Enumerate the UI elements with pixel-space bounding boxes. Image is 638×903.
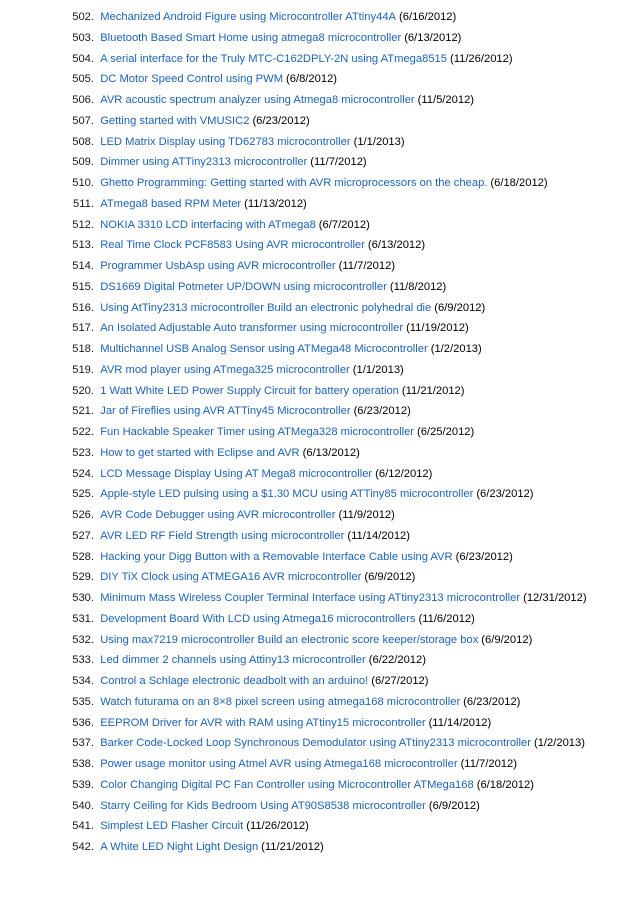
entry-date: (6/18/2012) [490, 177, 548, 189]
entry-number: 529. [72, 571, 94, 584]
list-item [62, 796, 634, 817]
entry-title-link[interactable]: Using max7219 microcontroller Build an electronic score keeper/storage box [100, 633, 479, 646]
list-item [62, 837, 634, 858]
entry-title-link[interactable]: Led dimmer 2 channels using Attiny13 microcontroller [100, 654, 366, 667]
entry-number: 510. [72, 177, 94, 189]
entry-title-link[interactable]: Dimmer using ATTiny2313 microcontroller [100, 156, 308, 169]
entry-title-link[interactable]: Starry Ceiling for Kids Bedroom Using AT90S8538 microcontroller [100, 799, 426, 812]
entry-number: 512. [72, 218, 94, 231]
list-item [62, 277, 634, 298]
list-item [62, 90, 634, 111]
entry-title-link[interactable]: Multichannel USB Analog Sensor using ATMega48 Microcontroller [100, 343, 428, 355]
entry-title-link[interactable]: AVR Code Debugger using AVR microcontroller [100, 509, 336, 521]
entry-number: 517. [72, 322, 94, 335]
entry-title-link[interactable]: A White LED Night Light Design [100, 841, 259, 853]
entry-date: (6/23/2012) [455, 550, 513, 563]
list-item [62, 360, 634, 381]
entry-number: 536. [72, 716, 94, 729]
list-item [62, 588, 634, 609]
entry-date: (11/19/2012) [406, 322, 469, 335]
entry-title-link[interactable]: How to get started with Eclipse and AVR [100, 446, 300, 459]
entry-number: 528. [72, 550, 94, 563]
entry-number: 513. [72, 239, 94, 252]
entry-date: (6/16/2012) [399, 11, 457, 23]
entry-number: 538. [72, 758, 94, 770]
entry-title-link[interactable]: AVR acoustic spectrum analyzer using Atmega8 microcontroller [100, 94, 415, 106]
entry-title-link[interactable]: LED Matrix Display using TD62783 microcontroller [100, 135, 351, 148]
entry-number: 511. [73, 197, 94, 210]
entry-date: (6/23/2012) [353, 405, 411, 418]
entry-date: (6/13/2012) [302, 446, 360, 459]
entry-date: (6/18/2012) [476, 778, 534, 791]
entry-title-link[interactable]: NOKIA 3310 LCD interfacing with ATmega8 [100, 218, 316, 231]
entry-number: 508. [72, 135, 94, 148]
list-item [62, 49, 634, 70]
entry-number: 531. [72, 612, 94, 625]
list-item [62, 713, 634, 734]
entry-date: (6/23/2012) [252, 114, 310, 127]
entry-number: 540. [72, 799, 94, 812]
entry-number: 514. [72, 260, 94, 272]
entry-title-link[interactable]: Real Time Clock PCF8583 Using AVR microcontroller [100, 239, 365, 252]
list-item [62, 69, 634, 90]
list-item [62, 401, 634, 422]
entry-date: (6/8/2012) [286, 73, 338, 86]
entry-number: 521. [72, 405, 94, 418]
entry-title-link[interactable]: 1 Watt White LED Power Supply Circuit for battery operation [100, 384, 399, 397]
entry-date: (6/22/2012) [368, 654, 426, 667]
list-item [62, 464, 634, 485]
entry-date: (6/9/2012) [481, 633, 533, 646]
entry-title-link[interactable]: An Isolated Adjustable Auto transformer using microcontroller [100, 322, 404, 335]
entry-date: (11/21/2012) [401, 384, 465, 397]
list-item [62, 298, 634, 319]
entry-number: 524. [72, 467, 94, 480]
entry-date: (6/9/2012) [428, 799, 480, 812]
entry-date: (6/9/2012) [364, 571, 416, 584]
list-item [62, 609, 634, 630]
entry-number: 506. [72, 94, 94, 106]
entry-title-link[interactable]: Barker Code-Locked Loop Synchronous Demodulator using ATtiny2313 microcontroller [100, 737, 531, 750]
list-item [62, 650, 634, 671]
entry-list [62, 7, 634, 858]
entry-title-link[interactable]: Ghetto Programming: Getting started with AVR microprocessors on the cheap. [100, 177, 488, 189]
entry-number: 509. [72, 156, 94, 169]
list-item [62, 754, 634, 775]
entry-date: (11/7/2012) [338, 260, 396, 272]
entry-date: (1/2/2013) [430, 343, 482, 355]
entry-date: (1/2/2013) [533, 737, 585, 750]
entry-date: (6/13/2012) [367, 239, 426, 252]
list-item [62, 7, 634, 28]
list-item [62, 132, 634, 153]
entry-number: 532. [72, 633, 94, 646]
entry-number: 542. [72, 841, 94, 853]
list-item [62, 484, 634, 505]
entry-number: 523. [72, 446, 94, 459]
entry-number: 534. [72, 675, 94, 687]
entry-date: (12/31/2012) [523, 592, 587, 604]
entry-number: 526. [72, 509, 94, 521]
entry-title-link[interactable]: Power usage monitor using Atmel AVR using Atmega168 microcontroller [100, 758, 458, 770]
list-item [62, 152, 634, 173]
entry-title-link[interactable]: Programmer UsbAsp using AVR microcontroller [100, 260, 336, 272]
list-item [62, 547, 634, 568]
entry-number: 507. [72, 114, 94, 127]
entry-date: (11/26/2012) [449, 52, 513, 65]
entry-number: 515. [72, 280, 94, 293]
entry-title-link[interactable]: Fun Hackable Speaker Timer using ATMega328 microcontroller [100, 426, 415, 438]
entry-date: (6/9/2012) [434, 301, 486, 314]
entry-date: (11/7/2012) [310, 156, 367, 169]
entry-number: 502. [72, 11, 94, 23]
entry-date: (11/21/2012) [261, 841, 324, 853]
entry-title-link[interactable]: EEPROM Driver for AVR with RAM using ATtiny15 microcontroller [100, 716, 426, 729]
entry-number: 504. [72, 52, 94, 65]
list-item [62, 775, 634, 796]
entry-number: 516. [72, 301, 94, 314]
entry-date: (11/5/2012) [417, 94, 475, 106]
list-item [62, 422, 634, 443]
list-item [62, 235, 634, 256]
list-item [62, 318, 634, 339]
entry-date: (6/23/2012) [476, 488, 534, 501]
entry-title-link[interactable]: DC Motor Speed Control using PWM [100, 73, 284, 86]
list-item [62, 505, 634, 526]
list-item [62, 692, 634, 713]
entry-number: 527. [72, 529, 94, 542]
entry-number: 539. [72, 778, 94, 791]
entry-number: 541. [72, 820, 94, 833]
entry-number: 519. [72, 363, 94, 376]
entry-number: 537. [72, 737, 94, 750]
entry-date: (6/27/2012) [371, 675, 429, 687]
entry-number: 533. [72, 654, 94, 667]
entry-title-link[interactable]: DS1669 Digital Potmeter UP/DOWN using microcontroller [100, 280, 387, 293]
entry-title-link[interactable]: Jar of Fireflies using AVR ATTiny45 Microcontroller [100, 405, 351, 418]
entry-number: 503. [72, 31, 94, 44]
list-item [62, 567, 634, 588]
entry-title-link[interactable]: ATmega8 based RPM Meter [100, 197, 242, 210]
entry-date: (6/25/2012) [417, 426, 475, 438]
list-item [62, 28, 634, 49]
list-item [62, 526, 634, 547]
list-item [62, 630, 634, 651]
entry-date: (6/12/2012) [375, 467, 433, 480]
entry-date: (11/14/2012) [347, 529, 410, 542]
entry-title-link[interactable]: Hacking your Digg Button with a Removable Interface Cable using AVR [100, 550, 453, 563]
entry-date: (11/14/2012) [428, 716, 492, 729]
entry-title-link[interactable]: AVR LED RF Field Strength using microcontroller [100, 529, 345, 542]
entry-date: (1/1/2013) [353, 135, 405, 148]
list-item [62, 256, 634, 277]
entry-number: 505. [72, 73, 94, 86]
list-item [62, 443, 634, 464]
entry-date: (6/23/2012) [463, 695, 521, 708]
entry-date: (1/1/2013) [352, 363, 404, 376]
entry-date: (11/26/2012) [246, 820, 309, 833]
entry-title-link[interactable]: Watch futurama on an 8×8 pixel screen using atmega168 microcontroller [100, 695, 461, 708]
list-item [62, 381, 634, 402]
entry-date: (11/9/2012) [338, 509, 395, 521]
entry-title-link[interactable]: AVR mod player using ATmega325 microcontroller [100, 363, 350, 376]
entry-title-link[interactable]: Mechanized Android Figure using Microcontroller ATtiny44A [100, 11, 397, 23]
entry-date: (11/7/2012) [460, 758, 517, 770]
list-item [62, 215, 634, 236]
entry-number: 525. [72, 488, 94, 501]
entry-title-link[interactable]: LCD Message Display Using AT Mega8 microcontroller [100, 467, 373, 480]
entry-title-link[interactable]: Bluetooth Based Smart Home using atmega8 microcontroller [100, 31, 402, 44]
entry-title-link[interactable]: DIY TiX Clock using ATMEGA16 AVR microcontroller [100, 571, 362, 584]
entry-title-link[interactable]: Minimum Mass Wireless Coupler Terminal Interface using ATtiny2313 microcontroller [100, 592, 521, 604]
entry-title-link[interactable]: Color Changing Digital PC Fan Controller using Microcontroller ATMega168 [100, 778, 474, 791]
entry-number: 535. [72, 695, 94, 708]
entry-title-link[interactable]: Getting started with VMUSIC2 [100, 114, 250, 127]
entry-title-link[interactable]: A serial interface for the Truly MTC-C162DPLY-2N using ATmega8515 [100, 52, 447, 65]
entry-title-link[interactable]: Simplest LED Flasher Circuit [100, 820, 244, 833]
entry-date: (6/7/2012) [318, 218, 370, 231]
entry-date: (11/6/2012) [418, 612, 475, 625]
entry-number: 522. [72, 426, 94, 438]
entry-number: 530. [72, 592, 94, 604]
entry-number: 518. [72, 343, 94, 355]
entry-number: 520. [72, 384, 94, 397]
list-item [62, 111, 634, 132]
entry-title-link[interactable]: Apple-style LED pulsing using a $1.30 MCU using ATTiny85 microcontroller [100, 488, 474, 501]
list-item [62, 816, 634, 837]
list-item [62, 173, 634, 194]
list-item [62, 194, 634, 215]
entry-date: (11/8/2012) [389, 280, 447, 293]
entry-title-link[interactable]: Development Board With LCD using Atmega16 microcontrollers [100, 612, 416, 625]
entry-title-link[interactable]: Using AtTiny2313 microcontroller Build an electronic polyhedral die [100, 301, 432, 314]
list-item [62, 733, 634, 754]
list-item [62, 671, 634, 692]
list-item [62, 339, 634, 360]
entry-date: (6/13/2012) [404, 31, 462, 44]
entry-date: (11/13/2012) [244, 197, 307, 210]
entry-title-link[interactable]: Control a Schlage electronic deadbolt with an arduino! [100, 675, 369, 687]
